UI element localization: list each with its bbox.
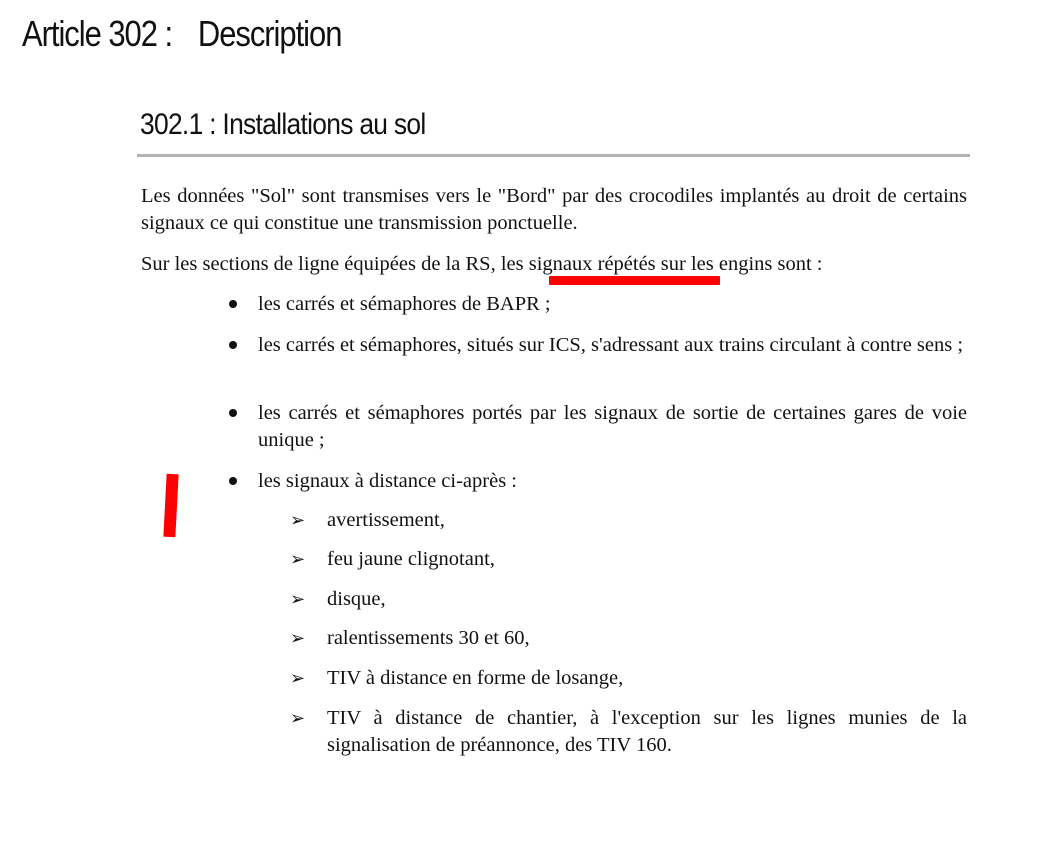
bullet-dot-icon <box>229 300 237 308</box>
sub-list-item <box>290 705 967 759</box>
bullet-dot-icon <box>229 341 237 349</box>
list-item-text: les carrés et sémaphores portés par les signaux de sortie de certaines gares de voie unique ; <box>258 402 967 451</box>
list-item <box>258 291 967 318</box>
paragraph-intro: Les données "Sol" sont transmises vers le "Bord" par des crocodiles implantés au droit de certains signaux ce qui constitue une transmission ponctuelle. <box>141 185 967 234</box>
sub-list-item-text: TIV à distance en forme de losange, <box>327 667 624 689</box>
paragraph-signals: Sur les sections de ligne équipées de la RS, les signaux répétés sur les engins sont : <box>141 253 823 275</box>
article-title: Description <box>197 13 342 54</box>
sub-list-item <box>290 507 967 534</box>
red-margin-mark <box>163 474 178 538</box>
list-item <box>258 400 967 454</box>
red-highlight-underline <box>549 276 720 285</box>
bullet-dot-icon <box>229 409 237 417</box>
article-heading <box>22 13 341 55</box>
arrow-bullet-icon: ➢ <box>290 589 306 610</box>
list-item-text: les carrés et sémaphores, situés sur ICS, s'adressant aux trains circulant à contre sens ; <box>258 334 964 356</box>
sub-list-item <box>290 586 967 613</box>
list-item-text: les signaux à distance ci-après : <box>258 470 518 492</box>
section-title: 302.1 : Installations au sol <box>140 108 426 141</box>
list-item <box>258 468 967 495</box>
list-item-text: les carrés et sémaphores de BAPR ; <box>258 293 551 315</box>
sub-list-item-text: avertissement, <box>327 509 445 531</box>
sub-list-item <box>290 665 967 692</box>
sub-list-item <box>290 625 967 652</box>
arrow-bullet-icon: ➢ <box>290 668 306 689</box>
sub-list-item-text: TIV à distance de chantier, à l'exception sur les lignes munies de la signalisation de préannonce, des TIV 160. <box>327 707 967 756</box>
bullet-dot-icon <box>229 477 237 485</box>
arrow-bullet-icon: ➢ <box>290 510 306 531</box>
sub-list-item-text: feu jaune clignotant, <box>327 548 495 570</box>
sub-list-item-text: disque, <box>327 588 386 610</box>
list-item <box>258 332 967 359</box>
article-number: Article 302 : <box>22 13 173 54</box>
arrow-bullet-icon: ➢ <box>290 708 306 729</box>
section-divider <box>137 154 970 157</box>
sub-list-item <box>290 546 967 573</box>
arrow-bullet-icon: ➢ <box>290 628 306 649</box>
arrow-bullet-icon: ➢ <box>290 549 306 570</box>
sub-list-item-text: ralentissements 30 et 60, <box>327 627 530 649</box>
